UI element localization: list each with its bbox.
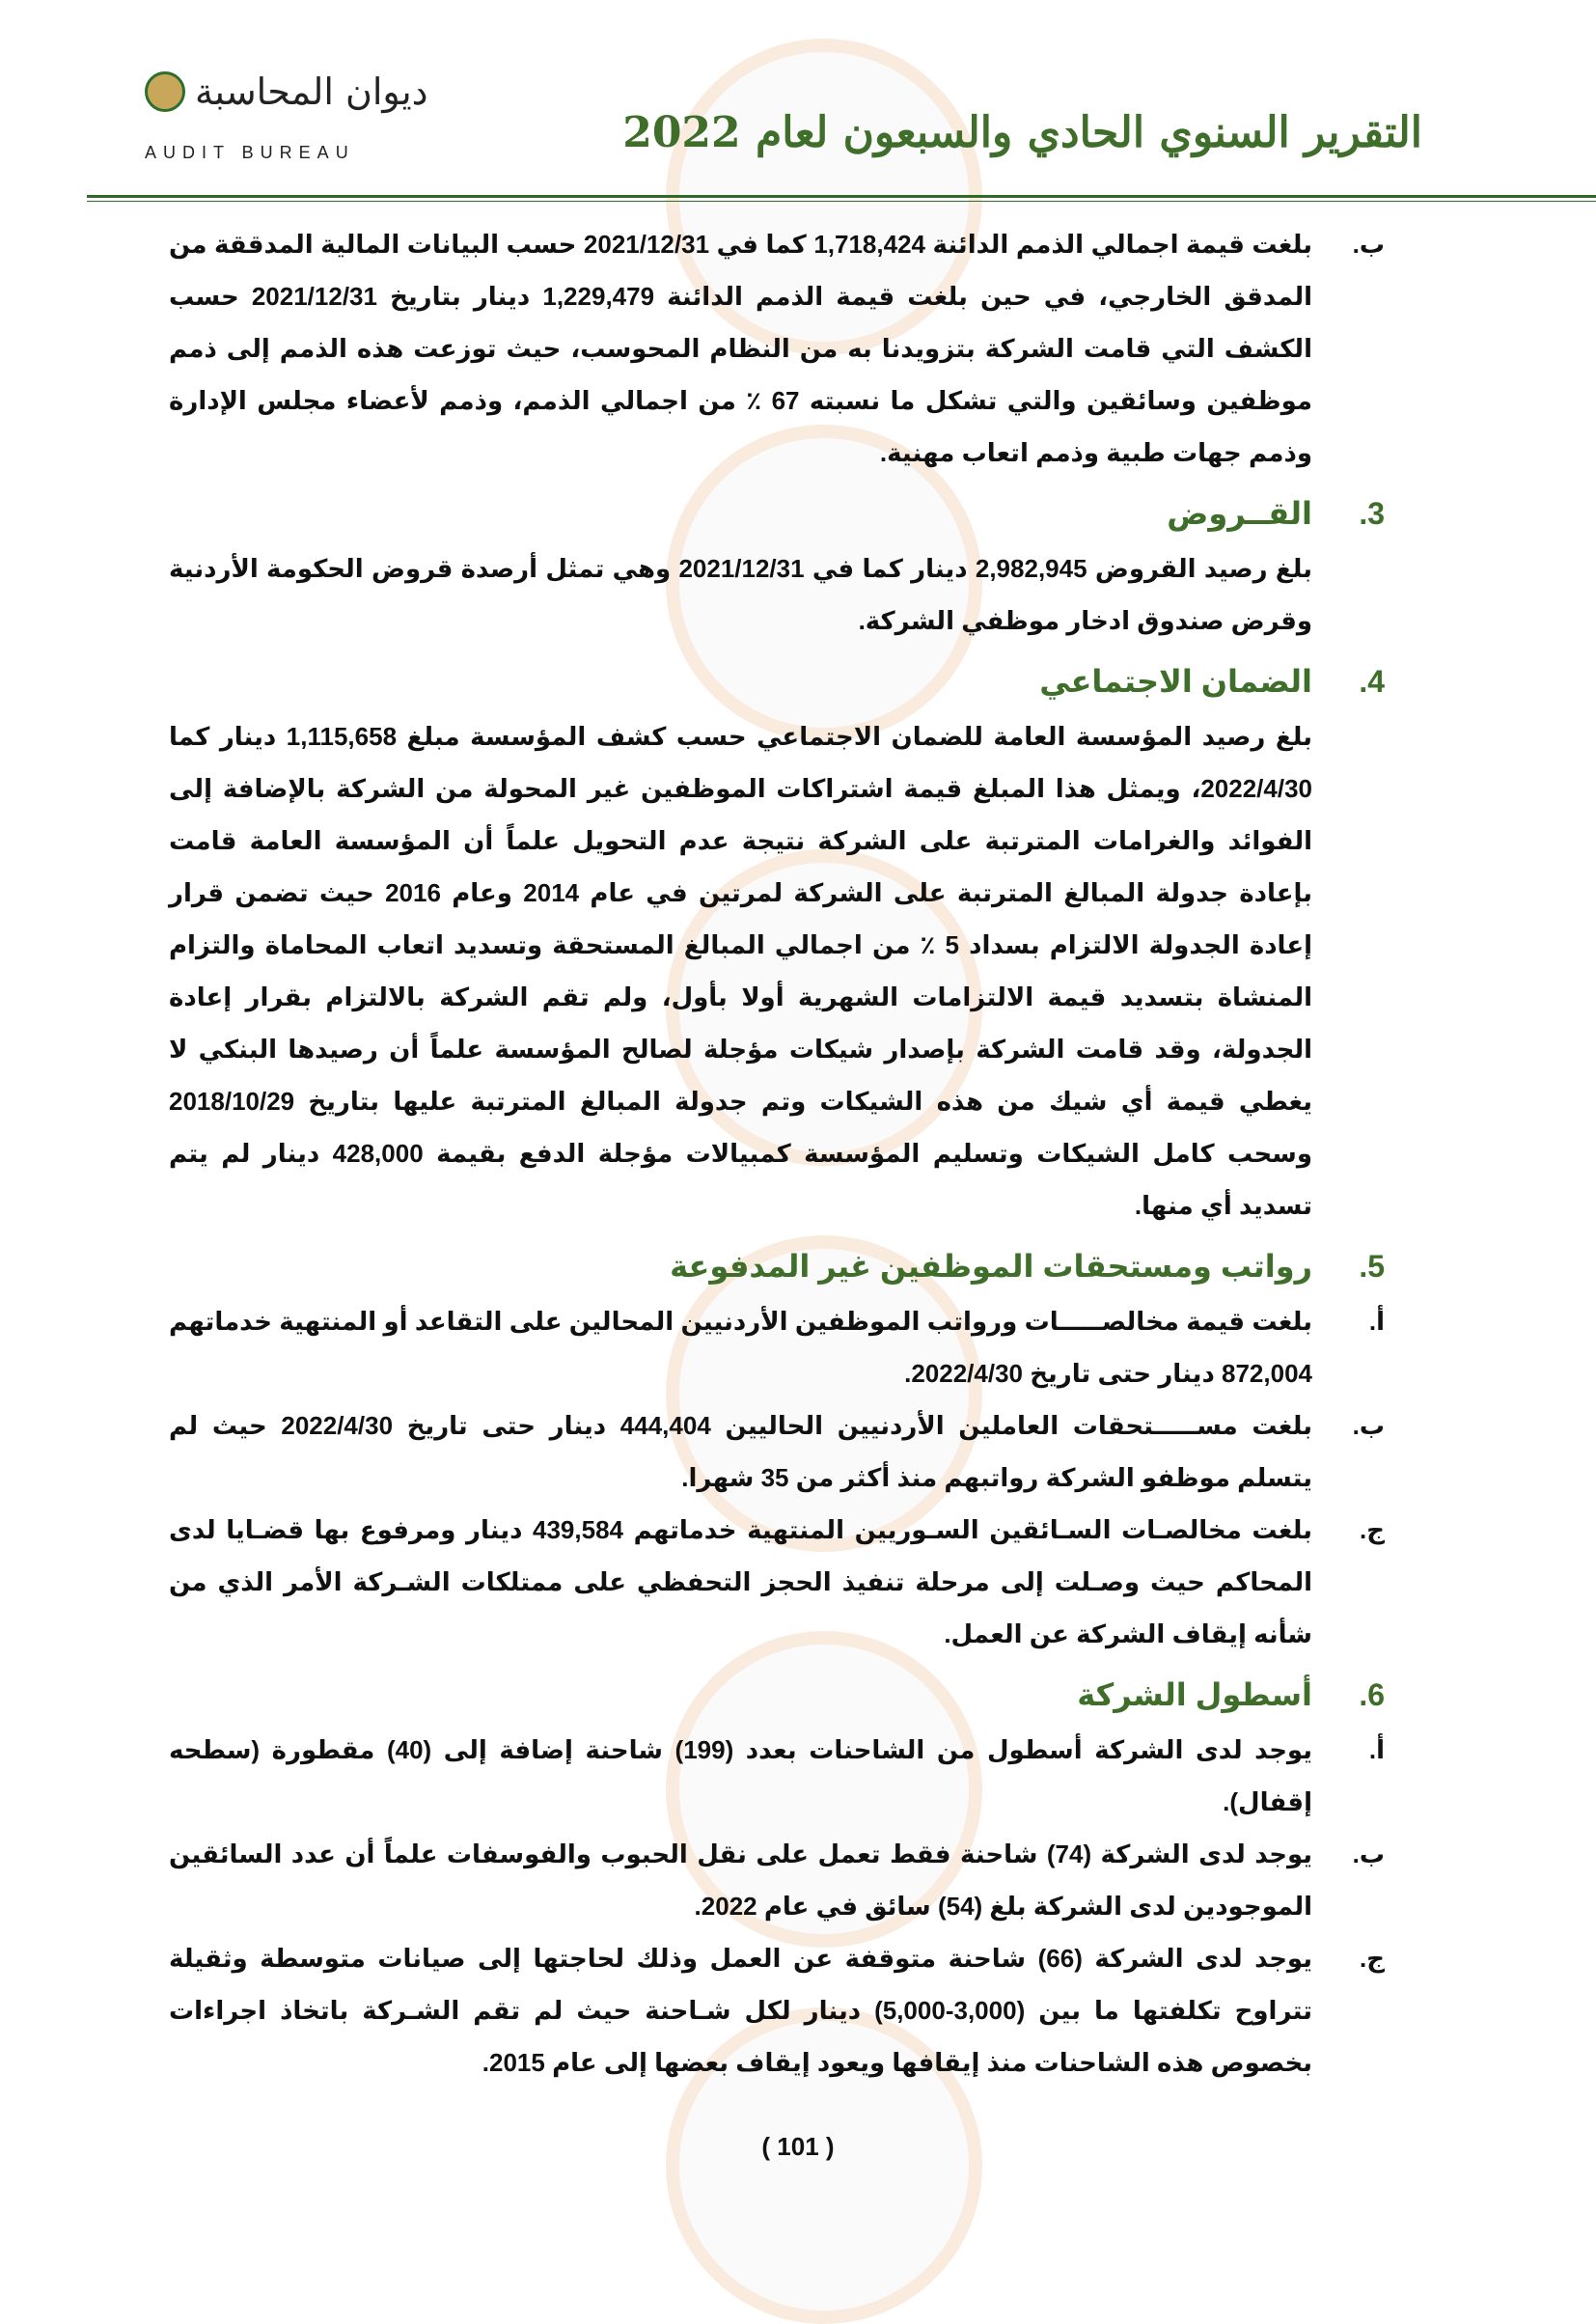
list-item [169,1399,1385,1504]
item-text: بلغت قيمة اجمالي الذمم الدائنة 1,718,424 كما في 2021/12/31 حسب البيانات المالية المدققة من المدقق الخارجي، في حين بلغت قيمة الذمم الدائنة 1,229,479 دينار بتاريخ 2021/12/31 حسب الكشف التي قامت الشركة بتزويدنا به من النظام المحوسب، حيث توزعت هذه الذمم إلى ذمم موظفين وسائقين والتي تشكل ما نسبته 67 ٪ من اجمالي الذمم، وذمم لأعضاء مجلس الإدارة وذمم جهات طبية وذمم اتعاب مهنية. [169,230,1312,467]
item-text: يوجد لدى الشركة (66) شاحنة متوقفة عن العمل وذلك لحاجتها إلى صيانات متوسطة وثقيلة تتراوح تكلفتها ما بين (3,000-5,000) دينار لكل شـاحنة حيث لم تقم الشـركة باتخاذ اجراءات بخصوص هذه الشاحنات منذ إيقافها ويعود إيقاف بعضها إلى عام 2015. [169,1944,1312,2077]
logo-arabic: ديوان المحاسبة [195,70,428,113]
item-marker: ب. [1352,1840,1385,1868]
logo-english: AUDIT BUREAU [145,143,355,162]
section-number: 5. [1359,1249,1385,1284]
section-paragraph: بلغ رصيد القروض 2,982,945 دينار كما في 2021/12/31 وهي تمثل أرصدة قروض الحكومة الأردنية وقرض صندوق ادخار موظفي الشركة. [169,554,1312,635]
page-number: ( 101 ) [761,2132,835,2161]
list-item [169,1724,1385,1828]
item-marker: ج. [1360,1944,1385,1973]
section-heading [169,1666,1385,1724]
document-body [169,0,1385,2089]
item-text: بلغت مســـــتحقات العاملين الأردنيين الحاليين 444,404 دينار حتى تاريخ 2022/4/30 حيث لم يتسلم موظفو الشركة رواتبهم منذ أكثر من 35 شهرا. [169,1411,1312,1492]
section-title: رواتب ومستحقات الموظفين غير المدفوعة [670,1249,1312,1284]
item-text: يوجد لدى الشركة أسطول من الشاحنات بعدد (199) شاحنة إضافة إلى (40) مقطورة (سطحه إقفال). [169,1735,1312,1816]
list-item [169,1828,1385,1932]
list-item [169,1932,1385,2089]
section-number: 6. [1359,1677,1385,1712]
section-title: القــروض [1167,496,1312,531]
list-item [169,1504,1385,1660]
list-item [169,1295,1385,1399]
section-paragraph: بلغ رصيد المؤسسة العامة للضمان الاجتماعي حسب كشف المؤسسة مبلغ 1,115,658 دينار كما 2022/4/30، ويمثل هذا المبلغ قيمة اشتراكات الموظفين غير المحولة من الشركة بالإضافة إلى الفوائد والغرامات المترتبة على الشركة نتيجة عدم التحويل علماً أن المؤسسة العامة قامت بإعادة جدولة المبالغ المترتبة على الشركة لمرتين في عام 2014 وعام 2016 حيث تضمن قرار إعادة الجدولة الالتزام بسداد 5 ٪ من اجمالي المبالغ المستحقة وتسديد اتعاب المحاماة والتزام المنشاة بتسديد قيمة الالتزامات الشهرية أولا بأول، ولم تقم الشركة بالالتزام بقرار إعادة الجدولة، وقد قامت الشركة بإصدار شيكات مؤجلة لصالح المؤسسة علماً أن رصيدها البنكي لا يغطي قيمة أي شيك من هذه الشيكات وتم جدولة المبالغ المترتبة عليها بتاريخ 2018/10/29 وسحب كامل الشيكات وتسليم المؤسسة كمبيالات مؤجلة الدفع بقيمة 428,000 دينار لم يتم تسديد أي منها. [169,722,1313,1220]
section-number: 3. [1359,496,1385,531]
section-heading [169,652,1385,710]
list-item [169,218,1385,479]
item-text: بلغت مخالصـات السـائقين السـوريين المنتهية خدماتهم 439,584 دينار ومرفوع بها قضـايا لدى المحاكم حيث وصـلت إلى مرحلة تنفيذ الحجز التحفظي على ممتلكات الشـركة الأمر الذي من شأنه إيقاف الشركة عن العمل. [169,1515,1312,1648]
item-text: يوجد لدى الشركة (74) شاحنة فقط تعمل على نقل الحبوب والفوسفات علماً أن عدد السائقين الموجودين لدى الشركة بلغ (54) سائق في عام 2022. [169,1840,1313,1921]
item-marker: ب. [1352,230,1385,259]
item-marker: أ. [1368,1735,1385,1764]
section-number: 4. [1359,664,1385,699]
item-marker: ج. [1360,1515,1385,1544]
section-title: الضمان الاجتماعي [1039,664,1312,699]
section-heading [169,484,1385,542]
item-text: بلغت قيمة مخالصـــــات ورواتب الموظفين الأردنيين المحالين على التقاعد أو المنتهية خدماتهم 872,004 دينار حتى تاريخ 2022/4/30. [169,1307,1312,1388]
report-title: التقرير السنوي الحادي والسبعون لعام 2022 [622,108,1422,157]
item-marker: ب. [1352,1411,1385,1440]
section-title: أسطول الشركة [1077,1677,1312,1712]
item-marker: أ. [1368,1307,1385,1336]
section-heading [169,1237,1385,1295]
